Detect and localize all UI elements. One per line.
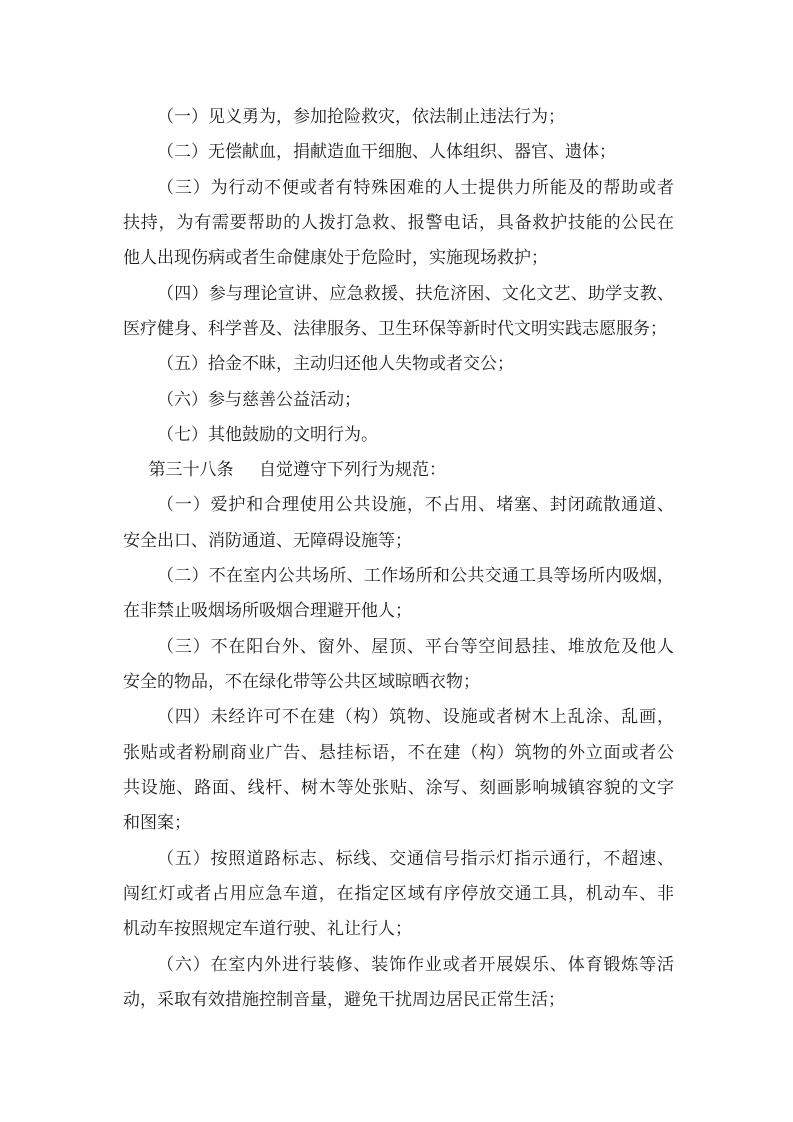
paragraph-line: 安全的物品，不在绿化带等公共区域晾晒衣物； — [123, 672, 480, 692]
paragraph-line: （一）见义勇为，参加抢险救灾，依法制止违法行为； — [157, 107, 565, 127]
paragraph-line: （四）参与理论宣讲、应急救援、扶危济困、文化文艺、助学支教、 — [157, 283, 674, 304]
paragraph-line: 张贴或者粉刷商业广告、悬挂标语，不在建（构）筑物的外立面或者公 — [123, 742, 674, 763]
paragraph-line: 医疗健身、科学普及、法律服务、卫生环保等新时代文明实践志愿服务； — [123, 318, 667, 339]
paragraph-line: 他人出现伤病或者生命健康处于危险时，实施现场救护； — [123, 248, 548, 269]
document-body — [123, 100, 674, 1018]
paragraph-line: （三）不在阳台外、窗外、屋顶、平台等空间悬挂、堆放危及他人 — [157, 636, 674, 657]
paragraph-line: （六）参与慈善公益活动； — [157, 389, 361, 410]
paragraph-line: （二）不在室内公共场所、工作场所和公共交通工具等场所内吸烟， — [157, 566, 674, 587]
clause-item — [123, 948, 674, 1019]
article-intro-text: 自觉遵守下列行为规范： — [259, 460, 446, 481]
clause-item — [123, 842, 674, 948]
clause-item — [123, 488, 674, 559]
paragraph-line: （六）在室内外进行装修、装饰作业或者开展娱乐、体育锻炼等活 — [157, 954, 674, 975]
article-number: 第三十八条 — [148, 460, 234, 481]
clause-item — [123, 171, 674, 277]
paragraph-line: 动，采取有效措施控制音量，避免干扰周边居民正常生活； — [123, 989, 565, 1010]
clause-item — [123, 100, 674, 135]
clause-item — [123, 277, 674, 348]
paragraph-line: （四）未经许可不在建（构）筑物、设施或者树木上乱涂、乱画， — [157, 707, 674, 728]
clause-item — [123, 135, 674, 170]
paragraph-line: （五）拾金不昧，主动归还他人失物或者交公； — [157, 354, 514, 375]
clause-item — [123, 418, 674, 453]
paragraph-line: （七）其他鼓励的文明行为。 — [157, 424, 378, 445]
clause-item — [123, 383, 674, 418]
paragraph-line: 安全出口、消防通道、无障碍设施等； — [123, 530, 412, 551]
clause-item — [123, 630, 674, 701]
paragraph-line: （二）无偿献血，捐献造血干细胞、人体组织、器官、遗体； — [157, 142, 616, 163]
clause-item — [123, 700, 674, 841]
paragraph-line: 共设施、路面、线杆、树木等处张贴、涂写、刻画影响城镇容貌的文字 — [123, 777, 674, 798]
paragraph-line: 机动车按照规定车道行驶、礼让行人； — [123, 919, 412, 940]
paragraph-line: 闯红灯或者占用应急车道，在指定区域有序停放交通工具，机动车、非 — [123, 883, 674, 904]
article-heading — [123, 453, 674, 488]
paragraph-line: 在非禁止吸烟场所吸烟合理避开他人； — [123, 601, 412, 622]
paragraph-line: 和图案； — [123, 813, 191, 834]
clause-item — [123, 347, 674, 382]
clause-item — [123, 559, 674, 630]
paragraph-line: 扶持，为有需要帮助的人拨打急救、报警电话，具备救护技能的公民在 — [123, 212, 674, 233]
paragraph-line: （三）为行动不便或者有特殊困难的人士提供力所能及的帮助或者 — [157, 177, 674, 198]
paragraph-line: （五）按照道路标志、标线、交通信号指示灯指示通行，不超速、 — [157, 848, 674, 869]
paragraph-line: （一）爱护和合理使用公共设施，不占用、堵塞、封闭疏散通道、 — [157, 495, 674, 516]
article-line — [123, 453, 674, 488]
